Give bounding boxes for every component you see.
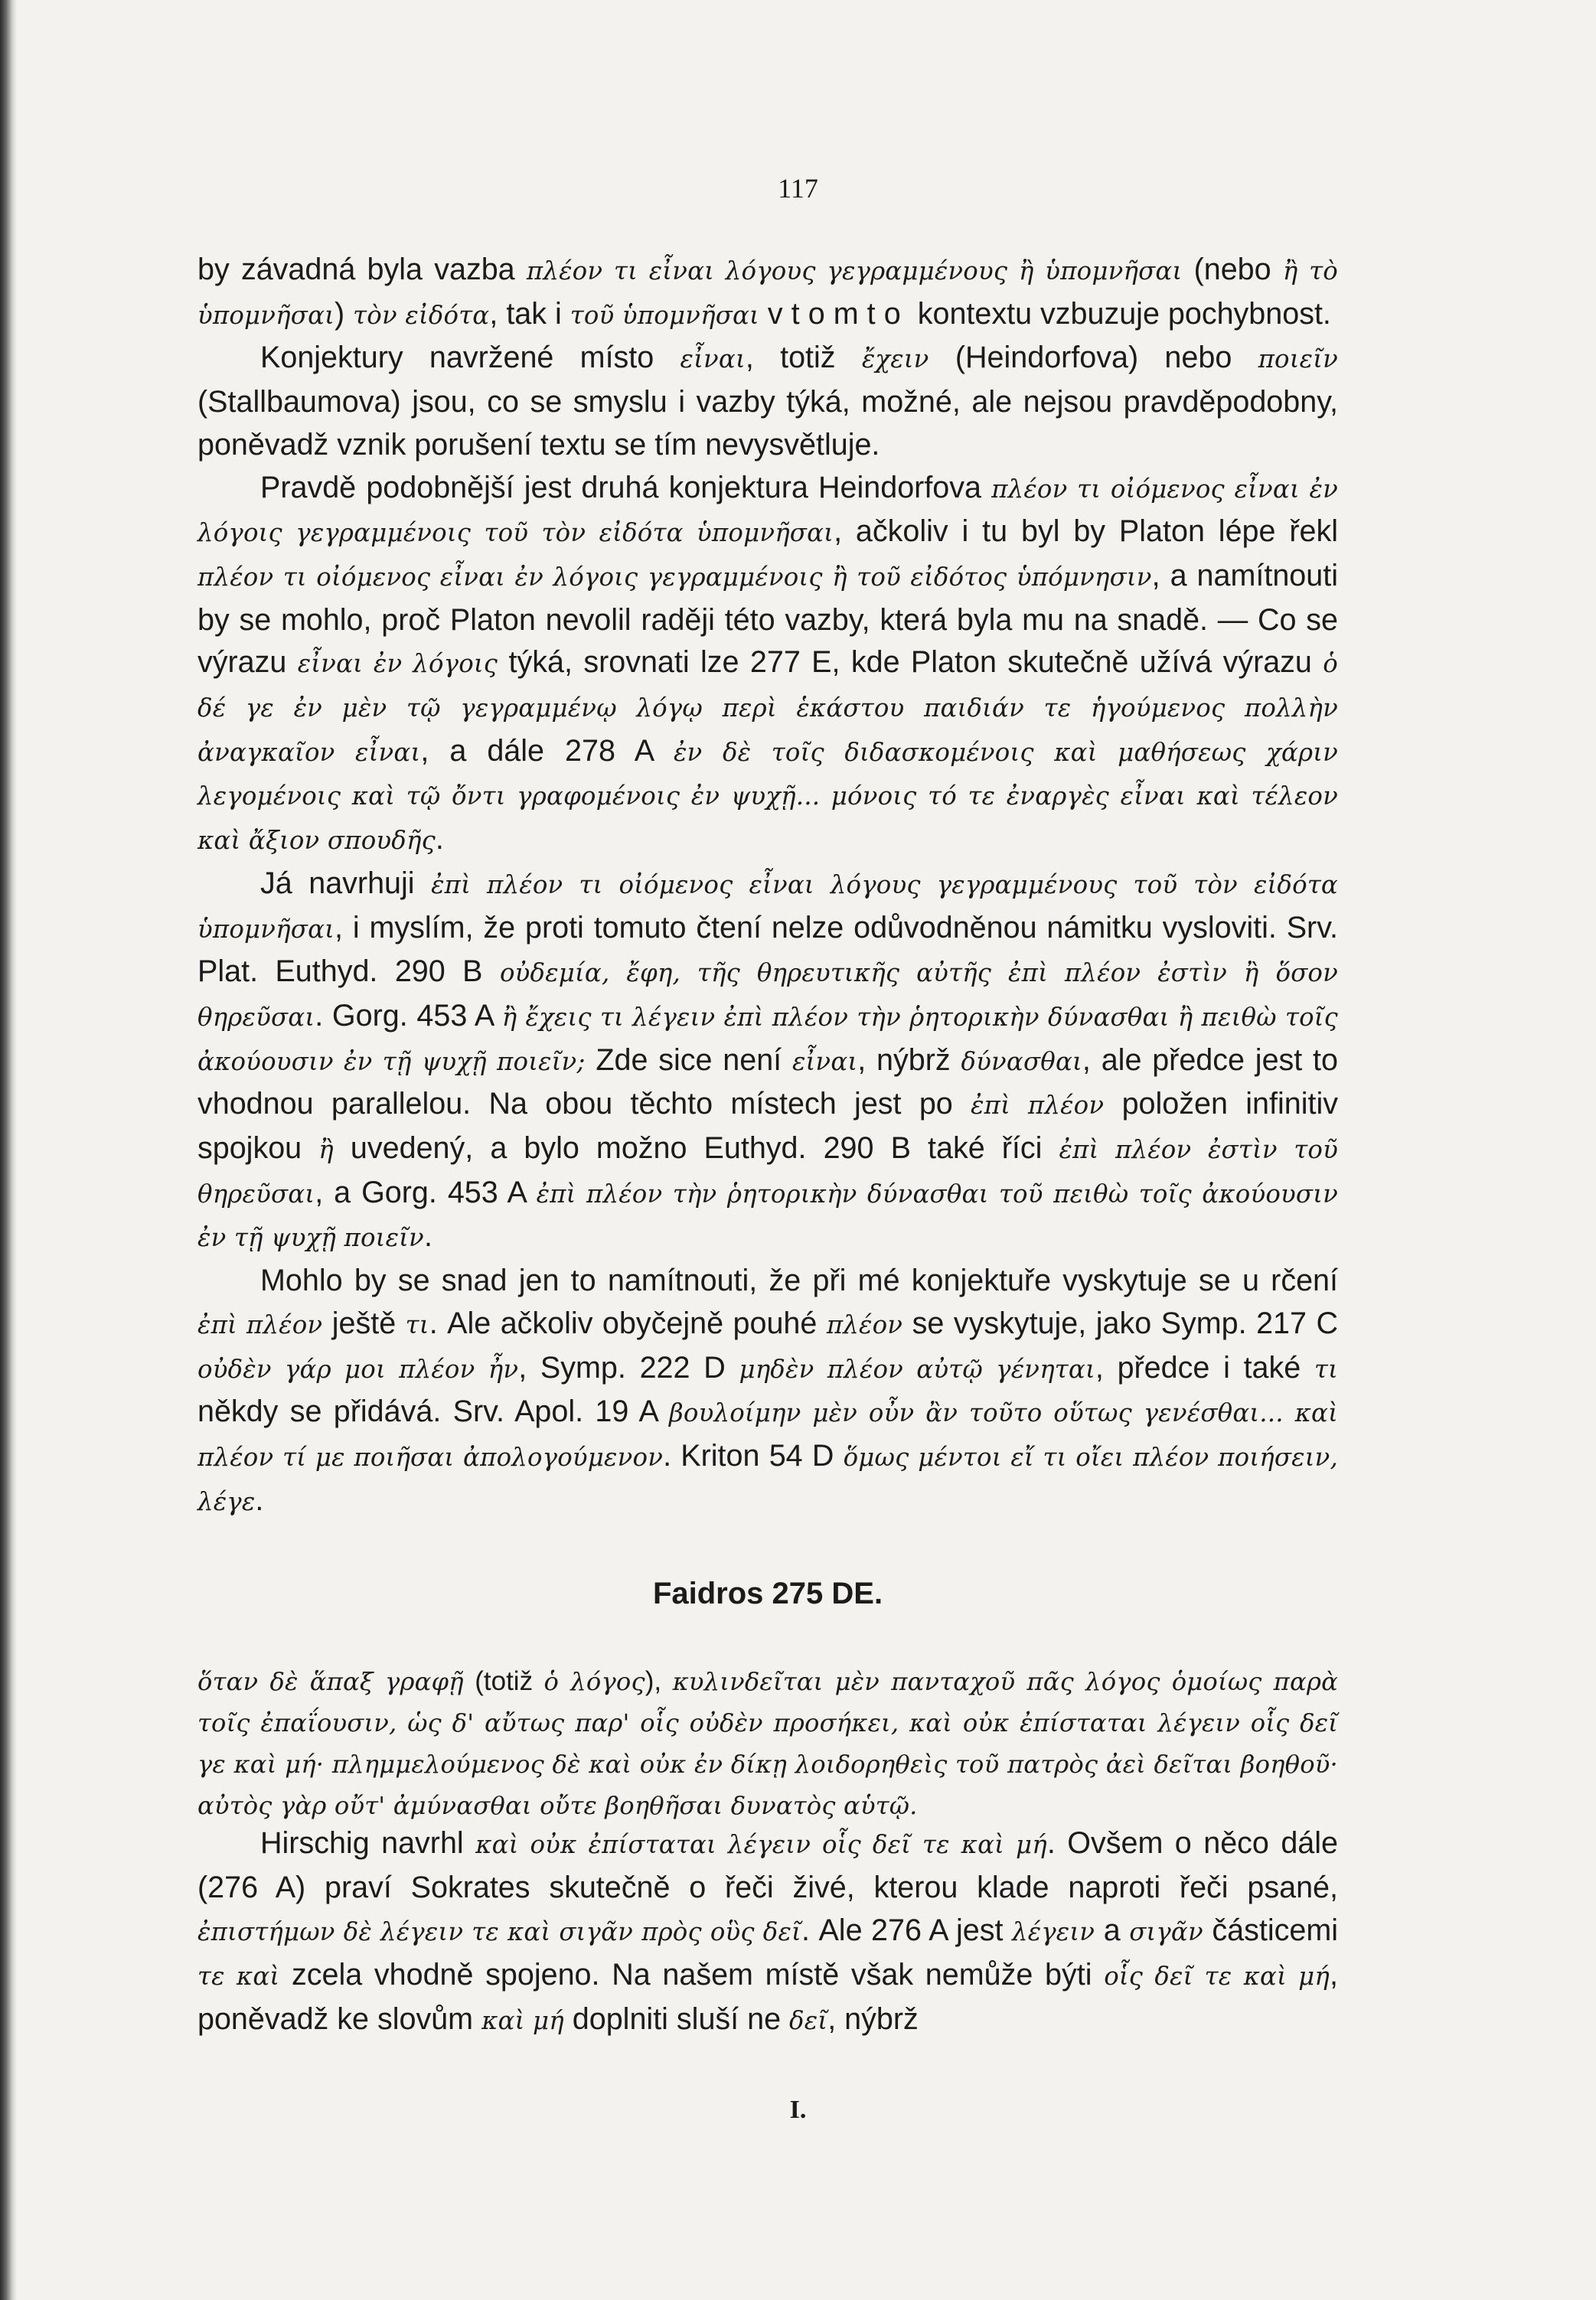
text-run: v: [759, 296, 791, 331]
text-run: , předce i také: [1095, 1350, 1314, 1385]
greek-citation: καὶ μή: [481, 2006, 564, 2035]
greek-citation: ἢ τὸ ὑπομνῆσαι: [197, 256, 1338, 330]
text-run: , ale předce jest to vhodnou parallelou. Na obou těchto místech jest po: [197, 1042, 1338, 1121]
text-run: Pravdě podobnější jest druhá konjektura Heindorfova: [260, 470, 992, 504]
text-run: Mohlo by se snad jen to namítnouti, že při mé konjektuře vyskytuje se u rčení: [260, 1264, 1338, 1298]
text-run: ),: [645, 1666, 673, 1696]
text-run: částicemi: [1203, 1913, 1339, 1947]
greek-citation: ὅταν δὲ ἅπαξ γραφῇ: [197, 1667, 464, 1696]
text-run: . Ovšem o něco dále (276 A) praví Sokrates skutečně o řeči živé, kterou klade naproti řeči psané,: [197, 1826, 1338, 1904]
text-run: kontextu vzbuzuje pochybnost.: [909, 296, 1331, 331]
signature-mark: I.: [789, 2096, 807, 2124]
paragraph-2: [197, 337, 1338, 466]
greek-citation: ἐπὶ πλέον τι οἰόμενος εἶναι λόγους γεγραμμένους τοῦ τὸν εἰδότα ὑπομνῆσαι: [197, 869, 1338, 944]
greek-citation: λέγειν: [1011, 1917, 1095, 1946]
text-run: .: [255, 1483, 264, 1517]
paragraph-3: [197, 467, 1338, 863]
text-run: položen infinitiv spojkou: [197, 1087, 1339, 1166]
text-run: , tak i: [489, 296, 570, 331]
text-run: Zde sice není: [585, 1042, 792, 1077]
greek-citation: ὅμως μέντοι εἴ τι οἴει πλέον ποιήσειν, λέγε: [197, 1442, 1338, 1516]
greek-citation: κυλινδεῖται μὲν πανταχοῦ πᾶς λόγος ὁμοίως παρὰ τοῖς ἐπαΐουσιν, ὡς δ' αὔτως παρ' οἷς οὐδὲν προσήκει, καὶ οὐκ ἐπίσταται λέγειν οἷς δεῖ γε καὶ μή· πλημμελούμενος δὲ καὶ οὐκ ἐν δίκῃ λοιδορηθεὶς τοῦ πατρὸς ἀεὶ δεῖται βοηθοῦ· αὐτὸς γὰρ οὔτ' ἀμύνασθαι οὔτε βοηθῆσαι δυνατὸς αὑτῷ.: [197, 1667, 1339, 1820]
greek-citation: μηδὲν πλέον αὐτῷ γένηται: [739, 1354, 1095, 1384]
text-run: by závadná byla vazba: [197, 253, 527, 286]
text-run: .: [423, 1219, 432, 1254]
greek-citation: πλέον τι οἰόμενος εἶναι ἐν λόγοις γεγραμμένοις ἢ τοῦ εἰδότος ὑπόμνησιν: [197, 562, 1152, 592]
greek-citation: τὸν εἰδότα: [353, 300, 490, 330]
text-run: . Kriton 54 D: [663, 1438, 844, 1473]
greek-citation: ἐπὶ πλέον: [197, 1310, 323, 1339]
greek-citation: καὶ οὐκ ἐπίσταται λέγειν οἷς δεῖ τε καὶ μή: [475, 1830, 1047, 1859]
text-run: ): [335, 296, 354, 331]
text-run: (Heindorfova) nebo: [929, 341, 1258, 375]
greek-citation: πλέον: [826, 1310, 903, 1339]
text-run: (totiž: [463, 1666, 544, 1696]
greek-citation: εἶναι: [680, 344, 746, 374]
text-run: .: [435, 822, 444, 856]
text-run: . Ale ačkoliv obyčejně pouhé: [429, 1306, 827, 1340]
greek-citation: οἷς δεῖ τε καὶ μή: [1104, 1962, 1330, 1991]
text-run: doplniti sluší ne: [563, 2002, 790, 2036]
greek-citation: ὁ δέ γε ἐν μὲν τῷ γεγραμμένῳ λόγῳ περὶ ἑκάστου παιδιάν τε ἡγούμενος πολλὴν ἀναγκαῖον εἶναι: [197, 649, 1338, 767]
text-run: Já navrhuji: [260, 866, 432, 900]
text-run: uvedený, a bylo možno Euthyd. 290 B také říci: [333, 1131, 1059, 1166]
text-run: někdy se přidává. Srv. Apol. 19 A: [197, 1395, 669, 1429]
greek-citation: πλέον τι εἶναι λόγους γεγραμμένους ἢ ὑπομνῆσαι: [526, 256, 1183, 285]
greek-citation: τε καὶ: [197, 1962, 280, 1991]
text-run: , nýbrž: [827, 2002, 919, 2036]
greek-citation: οὐδὲν γάρ μοι πλέον ἦν: [197, 1354, 519, 1384]
text-run: zcela vhodně spojeno. Na našem místě však nemůže býti: [279, 1958, 1105, 1992]
greek-citation: τι: [405, 1310, 429, 1339]
greek-citation: πλέον τι οἰόμενος εἶναι ἐν λόγοις γεγραμμένοις τοῦ τὸν εἰδότα ὑπομνῆσαι: [197, 474, 1338, 548]
greek-citation: δεῖ: [789, 2006, 828, 2035]
greek-citation: ποιεῖν: [1258, 344, 1338, 374]
page-number: 117: [778, 173, 818, 204]
spaced-emphasis: tomto: [791, 296, 909, 331]
greek-citation: εἶναι: [791, 1046, 858, 1076]
text-run: (nebo: [1182, 253, 1283, 286]
greek-citation: βουλοίμην μὲν οὖν ἂν τοῦτο οὕτως γενέσθαι... καὶ πλέον τί με ποιῆσαι ἀπολογούμενον: [197, 1398, 1338, 1472]
text-run: , a Gorg. 453 A: [315, 1175, 537, 1209]
greek-citation: ἐπὶ πλέον ἐστὶν τοῦ θηρεῦσαι: [197, 1135, 1339, 1209]
text-run: , Symp. 222 D: [518, 1350, 739, 1385]
section-heading: Faidros 275 DE.: [652, 1577, 883, 1610]
greek-citation: ἐπὶ πλέον τὴν ῥητορικὴν δύνασθαι τοῦ πειθὼ τοῖς ἀκούουσιν ἐν τῇ ψυχῇ ποιεῖν: [197, 1179, 1339, 1253]
text-run: , poněvadž ke slovům: [197, 1958, 1338, 2036]
greek-citation: ἐν δὲ τοῖς διδασκομένοις καὶ μαθήσεως χάριν λεγομένοις καὶ τῷ ὄντι γραφομένοις ἐν ψυχῇ... μόνοις τό τε ἐναργὲς εἶναι καὶ τέλεον καὶ ἄξιον σπουδῆς: [197, 737, 1338, 856]
paragraph-4: [197, 863, 1338, 1260]
paragraph-6: [197, 1822, 1338, 2042]
greek-citation: ὁ λόγος: [543, 1667, 645, 1696]
text-run: (Stallbaumova) jsou, co se smyslu i vazby týká, možné, ale nejsou pravděpodobny, poněvadž vznik porušení textu se tím nevysvětluje.: [197, 385, 1338, 462]
text-run: Konjektury navržené místo: [260, 341, 681, 375]
greek-citation: ἐπὶ πλέον: [971, 1091, 1105, 1121]
greek-citation: τοῦ ὑπομνῆσαι: [570, 300, 759, 330]
text-run: , totiž: [745, 341, 862, 375]
text-run: . Ale 276 A jest: [801, 1913, 1012, 1947]
text-run: týká, srovnati lze 277 E, kde Platon skutečně užívá výrazu: [498, 645, 1323, 680]
greek-citation: ἢ ἔχεις τι λέγειν ἐπὶ πλέον τὴν ῥητορικὴν δύνασθαι ἢ πειθὼ τοῖς ἀκούουσιν ἐν τῇ ψυχῇ ποιεῖν;: [197, 1002, 1338, 1076]
text-run: ještě: [322, 1306, 406, 1340]
greek-citation: τι: [1314, 1354, 1338, 1384]
paragraph-5: [197, 1260, 1338, 1523]
greek-citation: ἔχειν: [861, 344, 929, 374]
text-run: se vyskytuje, jako Symp. 217 C: [902, 1306, 1338, 1340]
scan-binding-edge: [0, 0, 17, 2300]
greek-citation: σιγᾶν: [1129, 1917, 1203, 1946]
greek-citation: ἢ: [318, 1135, 334, 1165]
text-run: , a dále 278 A: [420, 733, 674, 768]
greek-citation: οὐδεμία, ἔφη, τῆς θηρευτικῆς αὐτῆς ἐπὶ πλέον ἐστὶν ἢ ὅσον θηρεῦσαι: [197, 958, 1339, 1032]
text-run: , i myslím, že proti tomuto čtení nelze odůvodněnou námitku vysloviti. Srv. Plat. Euthyd. 290 B: [197, 910, 1338, 989]
greek-citation: εἶναι ἐν λόγοις: [297, 649, 498, 679]
paragraph-1: [197, 249, 1338, 337]
greek-quotation: [197, 1661, 1338, 1826]
main-text: [197, 249, 1338, 1523]
text-run: , ačkoliv i tu byl by Platon lépe řekl: [834, 514, 1338, 549]
text-run: a: [1095, 1913, 1130, 1947]
text-run: , nýbrž: [857, 1042, 961, 1077]
text-run: , a namítnouti by se mohlo, proč Platon nevolil raději této vazby, která byla mu na snadě. — Co se výrazu: [197, 558, 1338, 680]
greek-citation: ἐπιστήμων δὲ λέγειν τε καὶ σιγᾶν πρὸς οὓς δεῖ: [197, 1917, 801, 1946]
greek-citation: δύνασθαι: [961, 1046, 1082, 1076]
text-run: Hirschig navrhl: [260, 1826, 476, 1860]
text-run: . Gorg. 453 A: [315, 998, 502, 1033]
